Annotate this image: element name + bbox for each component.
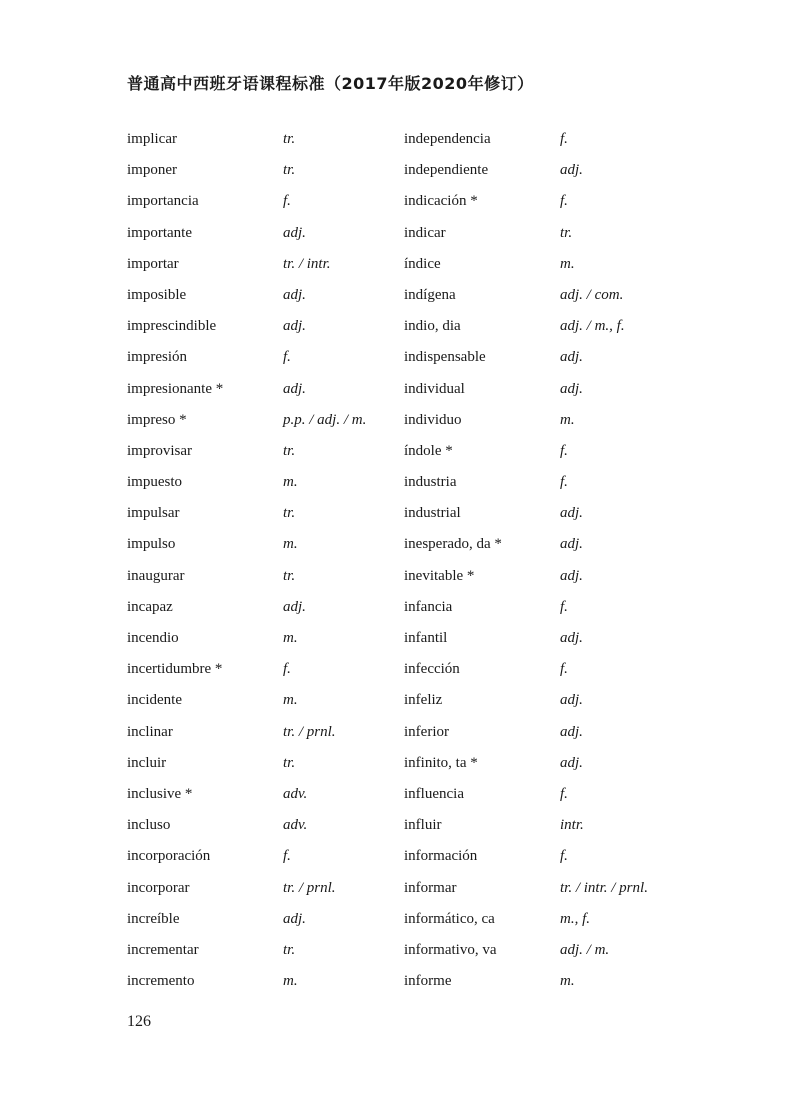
vocab-entry [404, 314, 704, 345]
vocab-entry [404, 345, 704, 376]
vocab-word: imprescindible [127, 318, 217, 335]
vocab-entry [404, 283, 704, 314]
vocab-entry [404, 377, 704, 408]
vocab-word: impulso [127, 536, 176, 553]
vocab-entry [127, 439, 427, 470]
vocab-part-of-speech: tr. [283, 505, 296, 522]
vocab-entry [404, 470, 704, 501]
vocab-part-of-speech: adj. [560, 162, 583, 179]
vocab-part-of-speech: f. [560, 442, 568, 459]
vocab-part-of-speech: tr. / prnl. [283, 879, 336, 896]
vocab-part-of-speech: intr. [560, 817, 584, 834]
vocab-part-of-speech: tr. / intr. / prnl. [560, 879, 648, 896]
vocab-part-of-speech: m. [560, 255, 575, 272]
vocab-entry [404, 720, 704, 751]
vocab-entry [127, 844, 427, 875]
vocab-word: informar [404, 879, 457, 896]
vocab-word: incorporar [127, 879, 190, 896]
vocab-word: informe [404, 973, 452, 990]
vocab-word: infección [404, 661, 460, 678]
vocab-part-of-speech: tr. [283, 162, 296, 179]
vocab-part-of-speech: p.p. / adj. / m. [283, 411, 367, 428]
vocab-entry [127, 501, 427, 532]
vocab-word: imponer [127, 162, 177, 179]
vocab-part-of-speech: tr. [283, 754, 296, 771]
vocab-part-of-speech: adj. [560, 349, 583, 366]
vocab-part-of-speech: m. [560, 411, 575, 428]
vocab-part-of-speech: adj. [283, 286, 306, 303]
vocab-entry [127, 221, 427, 252]
vocab-entry [127, 907, 427, 938]
vocab-part-of-speech: f. [283, 661, 291, 678]
vocab-word: industrial [404, 505, 461, 522]
vocab-word: incertidumbre * [127, 661, 223, 678]
vocab-column-left [127, 127, 427, 1000]
vocab-word: información [404, 848, 478, 865]
vocab-entry [404, 876, 704, 907]
vocab-entry [127, 657, 427, 688]
vocab-part-of-speech: adj. [560, 536, 583, 553]
vocab-part-of-speech: adj. [560, 754, 583, 771]
vocab-word: importante [127, 224, 192, 241]
vocab-entry [127, 158, 427, 189]
vocab-part-of-speech: adj. [560, 567, 583, 584]
vocab-part-of-speech: adj. [560, 505, 583, 522]
vocab-part-of-speech: tr. / prnl. [283, 723, 336, 740]
vocab-part-of-speech: adj. [560, 630, 583, 646]
vocab-word: incrementar [127, 941, 199, 958]
vocab-entry [404, 158, 704, 189]
vocab-part-of-speech: f. [283, 848, 291, 865]
vocab-entry [127, 189, 427, 220]
vocab-entry [404, 751, 704, 782]
vocab-entry [404, 938, 704, 969]
vocab-part-of-speech: tr. [283, 131, 296, 147]
vocab-entry [404, 813, 704, 844]
vocab-word: informativo, va [404, 941, 497, 958]
vocab-word: indicar [404, 224, 446, 241]
vocab-word: impresión [127, 349, 187, 366]
vocab-entry [404, 657, 704, 688]
vocab-part-of-speech: f. [560, 848, 568, 865]
vocab-entry [127, 751, 427, 782]
vocab-word: importancia [127, 193, 199, 210]
vocab-word: índice [404, 255, 441, 272]
vocab-word: indicación * [404, 193, 478, 210]
vocab-part-of-speech: tr. [283, 567, 296, 584]
vocab-entry [127, 564, 427, 595]
vocab-entry [404, 408, 704, 439]
page-number: 126 [127, 1013, 151, 1030]
vocab-entry [404, 189, 704, 220]
vocab-part-of-speech: adj. [283, 224, 306, 241]
vocab-word: incendio [127, 630, 179, 646]
vocab-entry [127, 595, 427, 626]
vocab-word: increíble [127, 910, 180, 927]
vocab-part-of-speech: adv. [283, 785, 308, 802]
vocab-word: impulsar [127, 505, 180, 522]
vocab-part-of-speech: f. [283, 193, 291, 210]
vocab-word: incluso [127, 817, 171, 834]
vocab-part-of-speech: f. [560, 131, 568, 147]
vocab-part-of-speech: adj. [560, 723, 583, 740]
vocab-part-of-speech: m. [283, 474, 298, 491]
vocab-entry [127, 127, 427, 158]
vocab-word: impresionante * [127, 380, 224, 397]
vocab-word: incapaz [127, 598, 173, 615]
vocab-entry [127, 408, 427, 439]
vocab-word: informático, ca [404, 910, 495, 927]
vocab-word: imposible [127, 286, 187, 303]
vocab-part-of-speech: adj. [560, 380, 583, 397]
vocab-word: incremento [127, 973, 195, 990]
vocab-word: importar [127, 255, 179, 272]
vocab-entry [404, 688, 704, 719]
vocab-entry [404, 564, 704, 595]
vocab-entry [127, 314, 427, 345]
vocab-word: infeliz [404, 692, 443, 709]
vocab-part-of-speech: adj. / com. [560, 286, 624, 303]
vocab-entry [404, 626, 704, 657]
vocab-part-of-speech: m. [283, 536, 298, 553]
vocab-part-of-speech: adj. [560, 692, 583, 709]
vocab-word: indígena [404, 286, 456, 303]
vocab-part-of-speech: m. [283, 630, 298, 646]
vocab-entry [404, 501, 704, 532]
vocab-entry [127, 470, 427, 501]
vocab-part-of-speech: adj. [283, 910, 306, 927]
vocab-word: inclinar [127, 723, 173, 740]
vocab-word: implicar [127, 131, 177, 147]
vocab-word: independencia [404, 131, 491, 147]
vocab-entry [127, 876, 427, 907]
vocab-word: incluir [127, 754, 167, 771]
vocab-word: individuo [404, 411, 462, 428]
vocab-word: indispensable [404, 349, 486, 366]
vocab-word: indio, dia [404, 318, 461, 335]
vocab-part-of-speech: m. [560, 973, 575, 990]
vocab-part-of-speech: f. [560, 661, 568, 678]
vocab-entry [404, 907, 704, 938]
vocab-word: improvisar [127, 442, 192, 459]
vocab-entry [404, 782, 704, 813]
vocab-entry [127, 720, 427, 751]
vocab-word: influencia [404, 785, 464, 802]
vocab-part-of-speech: f. [283, 349, 291, 366]
vocab-part-of-speech: adj. / m., f. [560, 318, 625, 335]
vocab-entry [127, 688, 427, 719]
vocab-word: inevitable * [404, 567, 475, 584]
vocab-entry [127, 626, 427, 657]
vocab-part-of-speech: f. [560, 193, 568, 210]
vocab-part-of-speech: m., f. [560, 910, 590, 927]
vocab-entry [127, 938, 427, 969]
vocab-part-of-speech: adj. / m. [560, 941, 610, 958]
vocab-entry [127, 252, 427, 283]
vocab-entry [404, 252, 704, 283]
vocab-entry [127, 782, 427, 813]
vocab-word: incidente [127, 692, 182, 709]
vocab-part-of-speech: tr. [283, 941, 296, 958]
vocab-entry [404, 532, 704, 563]
vocab-part-of-speech: f. [560, 598, 568, 615]
vocab-word: industria [404, 474, 457, 491]
vocab-word: inclusive * [127, 785, 193, 802]
vocab-word: inesperado, da * [404, 536, 502, 553]
vocab-entry [404, 969, 704, 1000]
vocab-entry [127, 813, 427, 844]
vocab-part-of-speech: f. [560, 785, 568, 802]
vocab-part-of-speech: f. [560, 474, 568, 491]
vocab-entry [404, 127, 704, 158]
vocab-word: inaugurar [127, 567, 185, 584]
vocab-word: impreso * [127, 411, 187, 428]
vocab-entry [127, 969, 427, 1000]
vocab-part-of-speech: m. [283, 973, 298, 990]
vocab-entry [127, 345, 427, 376]
vocab-part-of-speech: adj. [283, 318, 306, 335]
vocab-word: índole * [404, 442, 453, 459]
vocab-part-of-speech: tr. [283, 442, 296, 459]
vocab-word: individual [404, 380, 465, 397]
vocab-entry [127, 283, 427, 314]
vocab-entry [404, 595, 704, 626]
vocab-part-of-speech: m. [283, 692, 298, 709]
vocab-entry [127, 532, 427, 563]
vocab-entry [404, 844, 704, 875]
vocab-part-of-speech: adj. [283, 598, 306, 615]
vocab-word: infancia [404, 598, 453, 615]
page-title: 普通高中西班牙语课程标准（2017年版2020年修订） [127, 74, 534, 93]
vocab-word: infantil [404, 630, 448, 646]
vocab-word: inferior [404, 723, 449, 740]
vocab-word: influir [404, 817, 442, 834]
vocab-word: infinito, ta * [404, 754, 478, 771]
vocab-word: incorporación [127, 848, 211, 865]
vocab-entry [127, 377, 427, 408]
vocab-word: independiente [404, 162, 489, 179]
vocab-entry [404, 439, 704, 470]
vocab-part-of-speech: adv. [283, 817, 308, 834]
vocab-part-of-speech: tr. [560, 224, 573, 241]
vocab-part-of-speech: tr. / intr. [283, 255, 331, 272]
vocab-column-right [404, 127, 704, 1000]
vocab-entry [404, 221, 704, 252]
vocab-word: impuesto [127, 474, 182, 491]
vocab-part-of-speech: adj. [283, 380, 306, 397]
